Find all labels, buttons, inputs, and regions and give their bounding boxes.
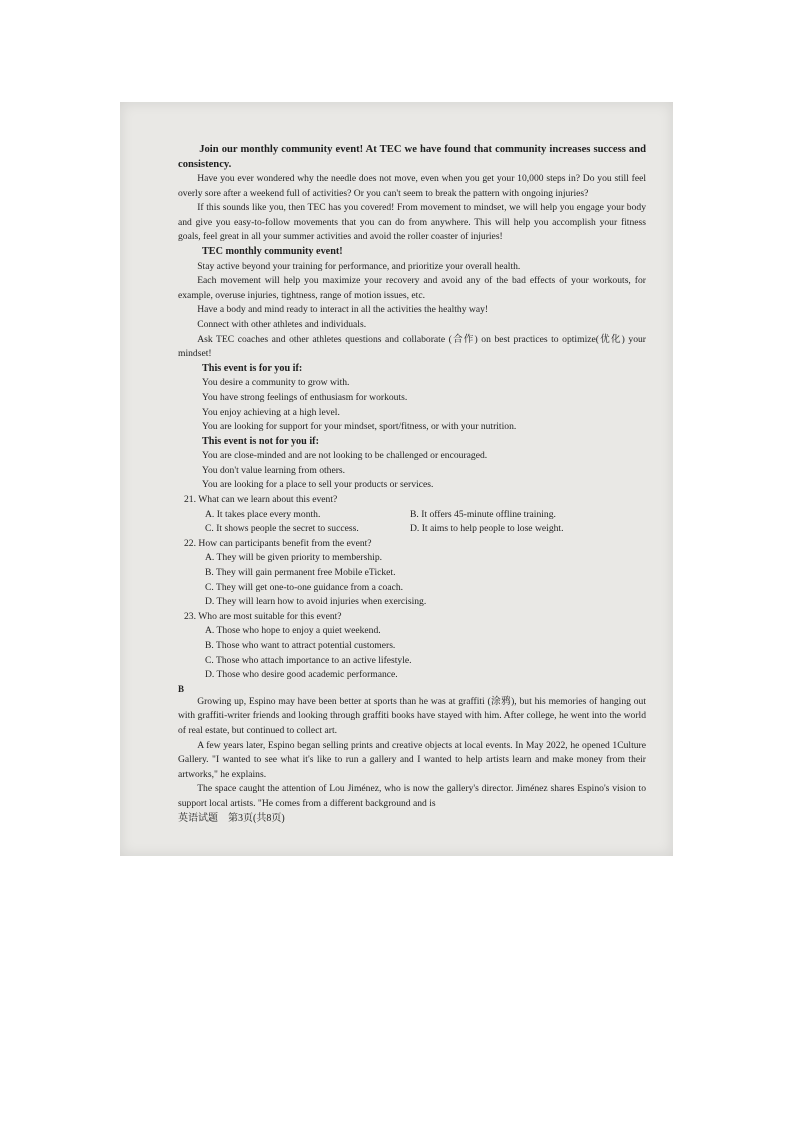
intro-paragraph: Have you ever wondered why the needle does not move, even when you get your 10,000 steps in? Do you still feel overly sore after a weekend full of activities? Or you can't seem to break the pattern with ongoing injuries?	[178, 173, 646, 199]
page-footer: 英语试题 第3页(共8页)	[178, 812, 285, 824]
question-21-option-b: B. It offers 45-minute offline training.	[410, 508, 556, 520]
question-21-option-a: A. It takes place every month.	[205, 508, 321, 520]
question-22-option-a: A. They will be given priority to membership.	[205, 552, 383, 564]
passage-b-paragraph: A few years later, Espino began selling prints and creative objects at local events. In May 2022, he opened 1Culture Gallery. "I wanted to see what it's like to run a gallery and I wanted to help artists learn and make money from their artworks," he explains.	[178, 739, 646, 780]
not-for-you-item: You are looking for a place to sell your products or services.	[202, 479, 434, 491]
event-line: Connect with other athletes and individuals.	[197, 318, 367, 330]
for-you-item: You enjoy achieving at a high level.	[202, 406, 340, 418]
for-you-item: You desire a community to grow with.	[202, 377, 350, 389]
section-b-label: B	[178, 683, 185, 694]
question-23-stem: 23. Who are most suitable for this event?	[184, 610, 342, 622]
event-line: Have a body and mind ready to interact in all the activities the healthy way!	[197, 304, 489, 316]
question-23-option-a: A. Those who hope to enjoy a quiet weekend.	[205, 625, 381, 637]
question-22-option-d: D. They will learn how to avoid injuries when exercising.	[205, 596, 427, 608]
for-you-heading: This event is for you if:	[202, 362, 303, 374]
question-23-option-b: B. Those who want to attract potential customers.	[205, 640, 396, 651]
exam-page	[178, 142, 646, 826]
question-23-option-d: D. Those who desire good academic performance.	[205, 669, 398, 681]
question-22-option-c: C. They will get one-to-one guidance from a coach.	[205, 581, 404, 593]
passage-b-paragraph: The space caught the attention of Lou Jiménez, who is now the gallery's director. Jiménez shares Espino's vision to support local artists. "He comes from a different background and is	[178, 783, 646, 809]
event-line: Stay active beyond your training for performance, and prioritize your overall health.	[197, 260, 521, 272]
passage-b-paragraph: Growing up, Espino may have been better at sports than he was at graffiti (涂鸦), but his memories of hanging out with graffiti-writer friends and looking through graffiti books have stayed with him. After college, he went into the world of real estate, but continued to collect art.	[178, 695, 646, 736]
question-21-option-c: C. It shows people the secret to success.	[205, 523, 359, 535]
not-for-you-item: You don't value learning from others.	[202, 464, 346, 476]
question-23-option-c: C. Those who attach importance to an active lifestyle.	[205, 654, 412, 666]
for-you-item: You have strong feelings of enthusiasm for workouts.	[202, 391, 408, 403]
question-21-option-d: D. It aims to help people to lose weight.	[410, 523, 564, 535]
event-line: Each movement will help you maximize your recovery and avoid any of the bad effects of your workouts, for example, overuse injuries, tightness, range of motion issues, etc.	[178, 275, 646, 301]
question-22-option-b: B. They will gain permanent free Mobile eTicket.	[205, 567, 396, 579]
question-22-stem: 22. How can participants benefit from the event?	[184, 537, 372, 549]
question-21-stem: 21. What can we learn about this event?	[184, 494, 338, 506]
passage-a-title: Join our monthly community event! At TEC we have found that community increases success and consistency.	[178, 144, 646, 170]
question-21-options-row	[178, 508, 646, 523]
for-you-item: You are looking for support for your mindset, sport/fitness, or with your nutrition.	[202, 421, 517, 433]
not-for-you-item: You are close-minded and are not looking to be challenged or encouraged.	[202, 450, 488, 462]
question-21-options-row	[178, 522, 646, 537]
event-heading: TEC monthly community event!	[202, 245, 343, 257]
not-for-you-heading: This event is not for you if:	[202, 435, 319, 447]
event-line: Ask TEC coaches and other athletes questions and collaborate (合作) on best practices to optimize(优化) your mindset!	[178, 333, 646, 360]
intro-paragraph: If this sounds like you, then TEC has you covered! From movement to mindset, we will help you engage your body and give you easy-to-follow movements that you can do from anywhere. This will help you accomplish your fitness goals, feel great in all your summer activities and avoid the roller coaster of injuries!	[178, 202, 646, 243]
